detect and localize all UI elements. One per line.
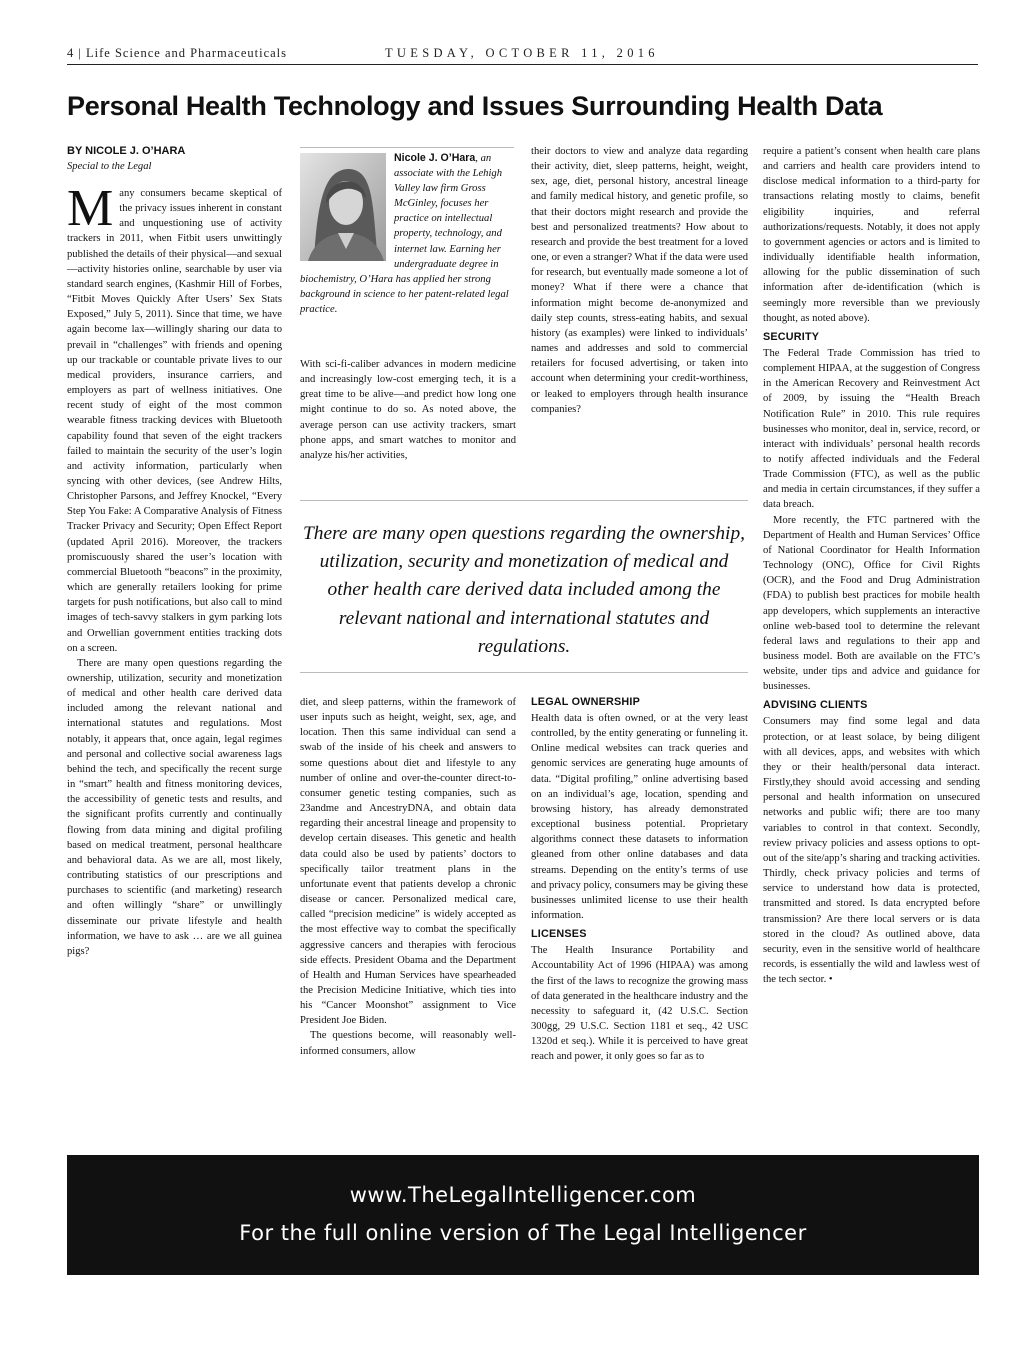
column-3-bottom: [531, 695, 748, 1064]
section-label: 4 | Life Science and Pharmaceuticals: [67, 46, 288, 60]
paragraph: their doctors to view and analyze data regarding their activity, diet, sleep patterns, height, weight, sex, age, diet, personal history, ancestral lineage and family medical history, and genetic profile, so that their doctors might research and provide the best and personalized treatments? How about to research and provide the best treatment for a loved one, or even a stranger? What if the data were used for research, but eventually made someone a lot of money? What if there were a chance that information might become de-anonymized and daily step counts, stress-eating habits, and sexual history (as examples) were linked to individuals’ names and addresses and sold to commercial retailers for focused advertising, or taken into account when determining your credit-worthiness, or leaked to employers through health insurance companies?: [531, 146, 748, 415]
column-2-top: [300, 357, 516, 463]
issue-date: TUESDAY, OCTOBER 11, 2016: [385, 46, 659, 60]
paragraph: With sci-fi-caliber advances in modern medicine and increasingly low-cost emerging tech, it is a great time to be alive—and predict how long one might continue to do so. As noted above, the average person can use activity trackers, smart phone apps, and smart watches to monitor and analyze his/her activities,: [300, 359, 516, 461]
article-headline: Personal Health Technology and Issues Surrounding Health Data: [67, 91, 883, 121]
drop-cap: M: [67, 180, 114, 237]
paragraph: diet, and sleep patterns, within the framework of user inputs such as height, weight, sex, age, and location. Then this same individual can send a swab of the inside of his cheek and answers to some questions about diet and lifestyle to any number of online and over-the-counter direct-to-consumer genetic testing companies, such as 23andme and AncestryDNA, and obtain data regarding their ancestral lineage and propensity to develop certain diseases. This genetic and health data could also be used by patients’ doctors to specifically tailor treatment plans in the unfortunate event that patients develop a chronic disease or cancer. Personalized medical care, called “precision medicine” is widely accepted as the most effective way to combat the specifically aggressive cancers and therapies with ferocious side effects. President Obama and the Department of Health and Human Services have spearheaded the Precision Medicine Initiative, which ties into his “Cancer Moonshot” assignment to Vice President Joe Biden.: [300, 697, 516, 1027]
paragraph: The Federal Trade Commission has tried to complement HIPAA, at the suggestion of Congress in the American Recovery and Reinvestment Act of 2009, by issuing the “Health Breach Notification Rule” in 2010. This rule requires businesses who monitor, deal in, service, record, or interact with individuals’ personal health records to notify affected individuals and the Federal Trade Commission (FTC), as well as the public and media in certain circumstances, if they suffer a data breach.: [763, 347, 980, 511]
column-2-bottom: [300, 695, 516, 1059]
footer-tagline: For the full online version of The Legal Intelligencer: [239, 1221, 807, 1245]
website-url[interactable]: www.TheLegalIntelligencer.com: [349, 1183, 697, 1207]
running-header: [67, 44, 978, 65]
lead-paragraph: [67, 180, 282, 656]
pull-quote: There are many open questions regarding the ownership, utilization, security and monetization of medical and other health care derived data included among the relevant national and international statutes and regulations.: [300, 500, 748, 673]
footer-banner: [67, 1155, 979, 1275]
paragraph: The questions become, will reasonably well-informed consumers, allow: [300, 1030, 516, 1057]
subhead-advising-clients: ADVISING CLIENTS: [763, 699, 868, 712]
subhead-licenses: LICENSES: [531, 928, 587, 941]
paragraph: There are many open questions regarding the ownership, utilization, security and monetization of medical and other health care derived data included among the relevant national and international statutes and regulations. Most notably, it appears that, once again, legal regimes and personal and collective social awareness lags behind the tech, and specifically the recent surge in “smart” health and fitness monitoring devices, the accessibility of genetic tests and results, and the significant profits currently and continually flowing from data mining and digital profiling based on medical treatment, personal healthcare and behavioral data. As we are all, most likely, contributing statistics of our prescriptions and purchases to scientific (and marketing) research and often willingly “share” or unwillingly disseminate our private lifestyle and health information, we have to ask … are we all guinea pigs?: [67, 657, 282, 957]
subhead-security: SECURITY: [763, 330, 820, 343]
bio-name: Nicole J. O’Hara: [394, 152, 476, 164]
paragraph: Consumers may find some legal and data protection, or at least solace, by being diligent with all devices, apps, and websites with which they or their health/personal data interact. Firstly,they should avoid accessing and sending personal and health information on unsecured networks and public wifi; there are too many variables to control in that context. Secondly, review privacy policies and assess options to opt-out of the site/app’s sharing and tracking activities. Thirdly, check privacy policies and terms of service to understand how data is protected, transmitted and stored. Is data encrypted before transmission? Are there local servers or is data stored in the cloud? As outlined above, data security, even in the sensitive world of healthcare records, is essentially the wild and lawless west of the tech sector. •: [763, 716, 980, 986]
author-bio: [300, 147, 514, 317]
column-4: [763, 144, 980, 987]
byline: BY NICOLE J. O’HARA: [67, 145, 186, 157]
paragraph: The Health Insurance Portability and Accountability Act of 1996 (HIPAA) was among the first of the laws to recognize the growing mass of data generated in the healthcare industry and the necessity to safeguard it, (42 U.S.C. Section 300gg, 29 U.S.C. Section 1181 et seq., 42 USC 1320d et seq.). While it is perceived to have great reach and power, it only goes so far as to: [531, 945, 748, 1063]
paragraph: More recently, the FTC partnered with the Department of Health and Human Services’ Office of National Coordinator for Health Information Technology (ONC), Office for Civil Rights (OCR), and the Food and Drug Administration (FDA) to publish best practices for mobile health app developers, which supplements an interactive online web-based tool to determine the relevant federal laws and regulations to their app and business model. Both are available on the FTC’s website, under tips and advice and guidance for businesses.: [763, 514, 980, 693]
bio-text: , an associate with the Lehigh Valley law firm Gross McGinley, focuses her practice on intellectual property, technology, and internet law. Earning her undergraduate degree in biochemistry, O’Hara has applied her strong background in science to her patent-related legal practice.: [300, 153, 509, 315]
byline-role: Special to the Legal: [67, 161, 152, 172]
subhead-legal-ownership: LEGAL OWNERSHIP: [531, 696, 640, 708]
author-photo: [300, 153, 386, 261]
column-3-top: [531, 144, 748, 417]
lead-paragraph-text: any consumers became skeptical of the privacy issues inherent in constant and unquestioning use of activity trackers in 2011, when Fitbit users unwittingly published the details of their physical—and sexual—activity histories online, searchable by user via standard search engines, (Kashmir Hill of Forbes, “Fitbit Moves Quickly After Users’ Sex Stats Exposed,” July 5, 2011). Since that time, we have again become lax—willingly sharing our data to prevail in “challenges” with friends and opening up our trackable or countable private lives to our medical providers, insurance carriers, and employers as part of wellness initiatives. One recent study of eight of the most common wearable fitness tracking devices with Bluetooth capability found that seven of the eight trackers failed to maintain the security of the user’s login and activity information, particularly when syncing with other devices, (see Andrew Hilts, Christopher Parsons, and Jeffrey Knockel, “Every Step You Fake: A Comparative Analysis of Fitness Tracker Privacy and Security; Open Effect Report (updated April 2016). Moreover, the trackers promiscuously shared the user’s location with commercial Bluetooth “beacons” in the proximity, which are generally retailers looking for prime targets for push notifications, but also call to mind images of tech-savvy stalkers in gym parking lots and Orwellian government entities tracking dots on a screen.: [67, 188, 282, 654]
column-1: [67, 144, 282, 959]
paragraph: require a patient’s consent when health care plans and carriers and health care providers intend to disclose medical information to a third-party for transactions relating mostly to claims, benefit eligibility inquiries, and referral authorizations/requests. Notably, it does not apply to government agencies or actors and is limited to individually identifiable health information, allowing for the public dissemination of such information after de-identification (which is seemingly more reversible than we previously thought, as noted above).: [763, 146, 980, 324]
paragraph: Health data is often owned, or at the very least controlled, by the entity generating or funneling it. Online medical websites can track queries and genomic services are generating huge amounts of data. “Digital profiling,” online advertising based on an individual’s age, location, spending and browsing history, has already demonstrated exceptional business potential. Proprietary algorithms connect these datasets to information gleaned from other online databases and data streams. Depending on the entity’s terms of use and privacy policy, consumers may be giving these businesses unlimited license to use their health information.: [531, 713, 748, 922]
